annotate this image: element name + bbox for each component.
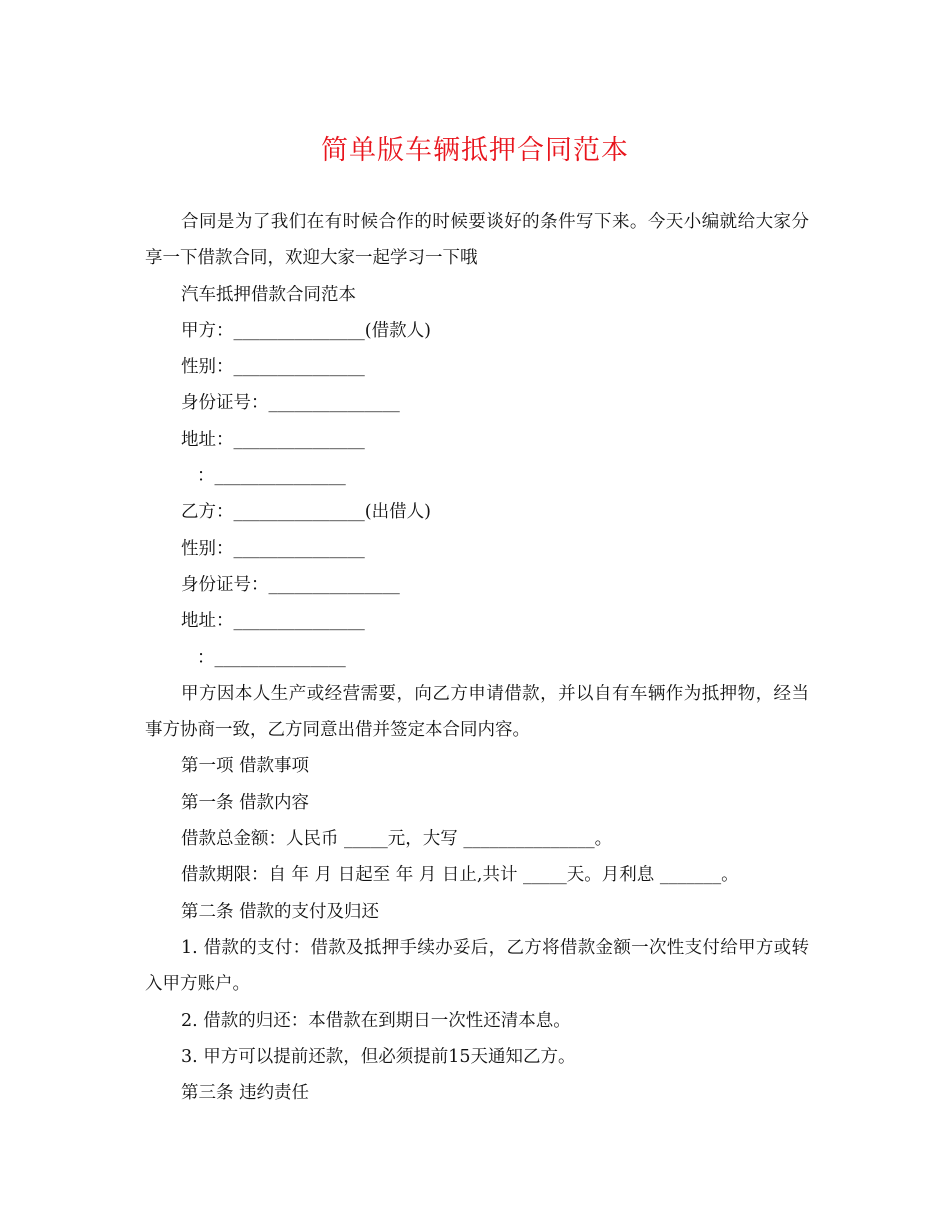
document-body	[145, 204, 809, 1111]
intro-paragraph: 合同是为了我们在有时候合作的时候要谈好的条件写下来。今天小编就给大家分享一下借款合同，欢迎大家一起学习一下哦	[145, 212, 809, 269]
party-a-line: 甲方：_______________(借款人)	[181, 320, 431, 341]
loan-term-line: 借款期限：自 年 月 日起至 年 月 日止,共计 _____天。月利息 _______。	[181, 865, 739, 886]
party-a-gender: 性别：_______________	[181, 357, 365, 378]
purpose-paragraph: 甲方因本人生产或经营需要，向乙方申请借款，并以自有车辆作为抵押物，经当事方协商一致，乙方同意出借并签定本合同内容。	[145, 683, 809, 741]
section-1-heading: 第一项 借款事项	[181, 756, 310, 777]
party-a-id-number: 身份证号：_______________	[181, 393, 400, 414]
party-b-line: 乙方：_______________(出借人)	[181, 502, 431, 523]
party-a-address: 地址：_______________	[181, 429, 365, 450]
clause-repayment: 2. 借款的归还：本借款在到期日一次性还清本息。	[181, 1010, 571, 1031]
article-3-heading: 第三条 违约责任	[181, 1083, 310, 1104]
document-title: 简单版车辆抵押合同范本	[321, 135, 629, 166]
party-b-gender: 性别：_______________	[181, 538, 365, 559]
party-b-id-number: 身份证号：_______________	[181, 574, 400, 595]
clause-early-repayment: 3. 甲方可以提前还款，但必须提前15天通知乙方。	[181, 1046, 576, 1067]
loan-amount-line: 借款总金额：人民币 _____元，大写 _______________。	[181, 829, 613, 850]
article-1-heading: 第一条 借款内容	[181, 792, 310, 813]
article-2-heading: 第二条 借款的支付及归还	[181, 901, 380, 922]
clause-payment: 1. 借款的支付：借款及抵押手续办妥后，乙方将借款金额一次性支付给甲方或转入甲方账户。	[145, 937, 809, 995]
party-b-address: 地址：_______________	[181, 611, 365, 632]
party-b-blank-field: ：_______________	[197, 647, 346, 668]
contract-heading: 汽车抵押借款合同范本	[181, 284, 356, 305]
party-a-blank-field: ：_______________	[197, 466, 346, 487]
